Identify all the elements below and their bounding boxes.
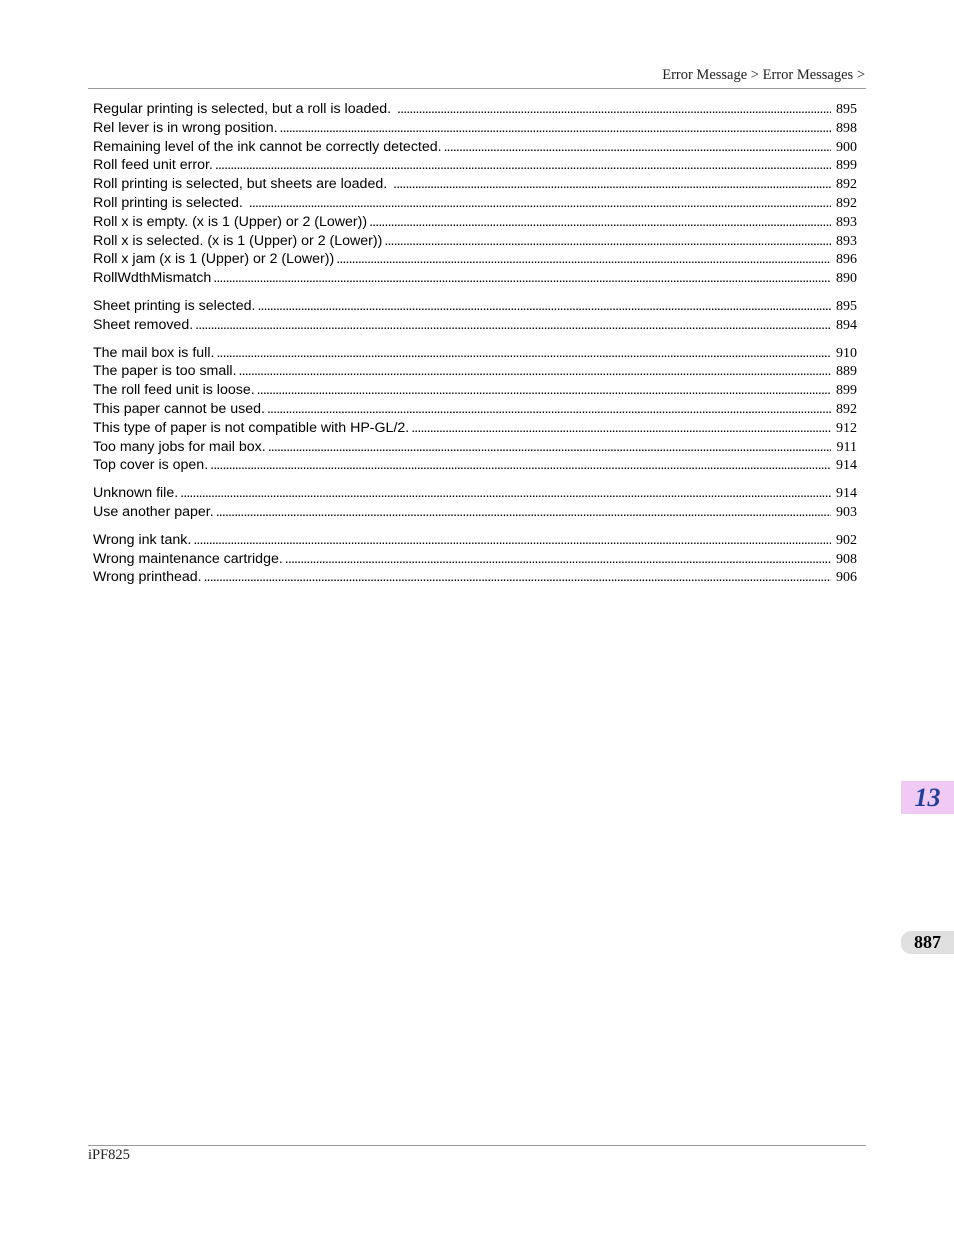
index-entry[interactable] bbox=[93, 419, 857, 438]
index-entry-label[interactable]: Sheet printing is selected. bbox=[93, 297, 256, 314]
index-entry[interactable] bbox=[93, 568, 857, 587]
header-divider bbox=[88, 88, 866, 89]
dot-leader bbox=[180, 484, 831, 503]
dot-leader bbox=[216, 344, 831, 363]
dot-leader bbox=[393, 175, 831, 194]
index-entry-label[interactable]: Wrong ink tank. bbox=[93, 531, 192, 548]
index-entry-label[interactable]: The roll feed unit is loose. bbox=[93, 382, 255, 399]
index-entry-label[interactable]: This paper cannot be used. bbox=[93, 400, 265, 417]
index-entry[interactable] bbox=[93, 484, 857, 503]
index-group bbox=[93, 344, 857, 476]
index-entry[interactable] bbox=[93, 456, 857, 475]
index-entry-label[interactable]: This type of paper is not compatible with HP-GL/2. bbox=[93, 419, 410, 436]
index-entry-page[interactable]: 914 bbox=[836, 458, 857, 474]
index-entry-page[interactable]: 898 bbox=[836, 120, 857, 136]
dot-leader bbox=[268, 438, 831, 457]
index-entry-page[interactable]: 890 bbox=[836, 271, 857, 287]
index-entry-label[interactable]: Roll feed unit error. bbox=[93, 157, 213, 174]
index-entry[interactable] bbox=[93, 100, 857, 119]
index-entry-label[interactable]: Rel lever is in wrong position. bbox=[93, 119, 278, 136]
index-entry-label[interactable]: Wrong printhead. bbox=[93, 569, 202, 586]
index-entry-page[interactable]: 899 bbox=[836, 158, 857, 174]
index-entry-label[interactable]: Sheet removed. bbox=[93, 316, 194, 333]
chapter-tab[interactable]: 13 bbox=[901, 781, 954, 814]
dot-leader bbox=[239, 362, 831, 381]
dot-leader bbox=[384, 232, 831, 251]
index-entry-page[interactable]: 911 bbox=[836, 439, 857, 455]
footer-model-name: iPF825 bbox=[88, 1147, 130, 1163]
dot-leader bbox=[267, 400, 831, 419]
index-list bbox=[93, 100, 857, 596]
dot-leader bbox=[195, 316, 831, 335]
dot-leader bbox=[280, 119, 831, 138]
index-group bbox=[93, 531, 857, 587]
index-entry[interactable] bbox=[93, 175, 857, 194]
dot-leader bbox=[215, 156, 831, 175]
index-entry-label[interactable]: Unknown file. bbox=[93, 485, 179, 502]
index-entry-page[interactable]: 910 bbox=[836, 345, 857, 361]
index-entry[interactable] bbox=[93, 269, 857, 288]
footer-divider bbox=[88, 1145, 866, 1146]
index-entry[interactable] bbox=[93, 297, 857, 316]
index-entry-page[interactable]: 903 bbox=[836, 504, 857, 520]
index-entry-label[interactable]: Roll x jam (x is 1 (Upper) or 2 (Lower)) bbox=[93, 251, 335, 268]
index-entry-page[interactable]: 893 bbox=[836, 214, 857, 230]
index-entry[interactable] bbox=[93, 119, 857, 138]
dot-leader bbox=[336, 250, 831, 269]
index-entry-page[interactable]: 889 bbox=[836, 364, 857, 380]
index-entry[interactable] bbox=[93, 400, 857, 419]
page-number-badge: 887 bbox=[901, 931, 954, 954]
index-entry-label[interactable]: The paper is too small. bbox=[93, 363, 237, 380]
index-entry-page[interactable]: 900 bbox=[836, 139, 857, 155]
index-entry-label[interactable]: Top cover is open. bbox=[93, 457, 209, 474]
index-entry-page[interactable]: 892 bbox=[836, 177, 857, 193]
dot-leader bbox=[369, 213, 831, 232]
index-entry[interactable] bbox=[93, 194, 857, 213]
index-group bbox=[93, 297, 857, 335]
dot-leader bbox=[411, 419, 831, 438]
index-entry-page[interactable]: 892 bbox=[836, 195, 857, 211]
index-entry-page[interactable]: 895 bbox=[836, 102, 857, 117]
dot-leader bbox=[257, 297, 831, 316]
index-entry-label[interactable]: Roll x is selected. (x is 1 (Upper) or 2 (Lower)) bbox=[93, 232, 383, 249]
index-entry[interactable] bbox=[93, 156, 857, 175]
index-entry-page[interactable]: 892 bbox=[836, 401, 857, 417]
index-entry-page[interactable]: 895 bbox=[836, 298, 857, 314]
dot-leader bbox=[213, 269, 831, 288]
dot-leader bbox=[216, 503, 831, 522]
index-entry-page[interactable]: 902 bbox=[836, 532, 857, 548]
index-entry-label[interactable]: Roll printing is selected. bbox=[93, 194, 247, 211]
index-entry[interactable] bbox=[93, 344, 857, 363]
dot-leader bbox=[193, 531, 831, 550]
dot-leader bbox=[257, 381, 831, 400]
index-group bbox=[93, 100, 857, 288]
index-entry-page[interactable]: 899 bbox=[836, 383, 857, 399]
index-group bbox=[93, 484, 857, 522]
dot-leader bbox=[204, 568, 831, 587]
index-entry-label[interactable]: Too many jobs for mail box. bbox=[93, 438, 266, 455]
index-entry-page[interactable]: 908 bbox=[836, 551, 857, 567]
index-entry-page[interactable]: 893 bbox=[836, 233, 857, 249]
index-entry[interactable] bbox=[93, 250, 857, 269]
index-entry-label[interactable]: The mail box is full. bbox=[93, 344, 215, 361]
index-entry[interactable] bbox=[93, 550, 857, 569]
index-entry-page[interactable]: 912 bbox=[836, 420, 857, 436]
index-entry[interactable] bbox=[93, 531, 857, 550]
index-entry[interactable] bbox=[93, 438, 857, 457]
dot-leader bbox=[249, 194, 831, 213]
index-entry-page[interactable]: 906 bbox=[836, 570, 857, 586]
index-entry-page[interactable]: 894 bbox=[836, 317, 857, 333]
index-entry[interactable] bbox=[93, 381, 857, 400]
dot-leader bbox=[444, 138, 831, 157]
index-entry[interactable] bbox=[93, 213, 857, 232]
dot-leader bbox=[285, 550, 831, 569]
index-entry[interactable] bbox=[93, 138, 857, 157]
breadcrumb: Error Message > Error Messages > bbox=[662, 67, 865, 83]
index-entry-label[interactable]: Wrong maintenance cartridge. bbox=[93, 550, 283, 567]
index-entry-page[interactable]: 914 bbox=[836, 486, 857, 502]
index-entry-label[interactable]: Regular printing is selected, but a roll is loaded. bbox=[93, 101, 396, 117]
index-entry[interactable] bbox=[93, 232, 857, 251]
index-entry-label[interactable]: Remaining level of the ink cannot be correctly detected. bbox=[93, 138, 442, 155]
index-entry-label[interactable]: Use another paper. bbox=[93, 503, 214, 520]
index-entry-page[interactable]: 896 bbox=[836, 252, 857, 268]
index-entry[interactable] bbox=[93, 316, 857, 335]
index-entry-label[interactable]: Roll printing is selected, but sheets are loaded. bbox=[93, 176, 392, 193]
index-entry[interactable] bbox=[93, 503, 857, 522]
index-entry-label[interactable]: RollWdthMismatch bbox=[93, 270, 212, 287]
index-entry-label[interactable]: Roll x is empty. (x is 1 (Upper) or 2 (Lower)) bbox=[93, 213, 368, 230]
dot-leader bbox=[210, 456, 831, 475]
dot-leader bbox=[397, 100, 831, 119]
index-entry[interactable] bbox=[93, 362, 857, 381]
